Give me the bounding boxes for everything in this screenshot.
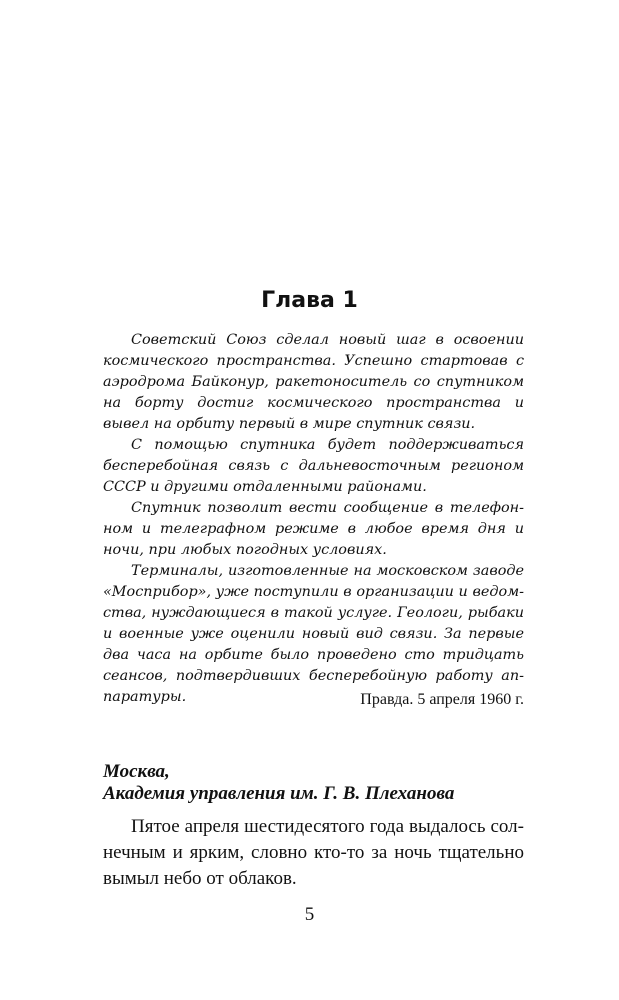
epigraph-paragraph: Терминалы, изготовленные на московском заводе «Мосприбор», уже поступили в организации и ведомства, нуждающиеся в такой услуге. Геологи, рыбаки и военные уже оценили новый вид связи. За первые два часа на орбите было проведено сто тридцать сеансов, подтвердивших бесперебойную работу аппаратуры. — [103, 563, 524, 705]
epigraph-paragraph: С помощью спутника будет поддерживаться бесперебойная связь с дальневосточным регионом СССР и другими отдаленными районами. — [103, 437, 524, 495]
chapter-title: Глава 1 — [261, 288, 358, 313]
body-text — [103, 814, 524, 892]
scene-heading-city: Москва, — [103, 761, 170, 782]
epigraph-paragraph: Спутник позволит вести сообщение в телефонном и телеграфном режиме в любое время дня и ночи, при любых погодных условиях. — [103, 500, 524, 558]
body-paragraph: Пятое апреля шестидесятого года выдалось солнечным и ярким, словно кто-то за ночь тщательно вымыл небо от облаков. — [103, 816, 524, 889]
epigraph — [103, 330, 524, 708]
epigraph-source: Правда. 5 апреля 1960 г. — [360, 691, 524, 708]
epigraph-paragraph: Советский Союз сделал новый шаг в освоении космического пространства. Успешно стартовав с аэродрома Байконур, ракетоноситель со спутником на борту достиг космического пространства и вывел на орбиту первый в мире спутник связи. — [103, 332, 524, 432]
page-number: 5 — [304, 904, 315, 925]
scene-heading-place: Академия управления им. Г. В. Плеханова — [103, 783, 455, 804]
scene-heading — [103, 761, 533, 805]
